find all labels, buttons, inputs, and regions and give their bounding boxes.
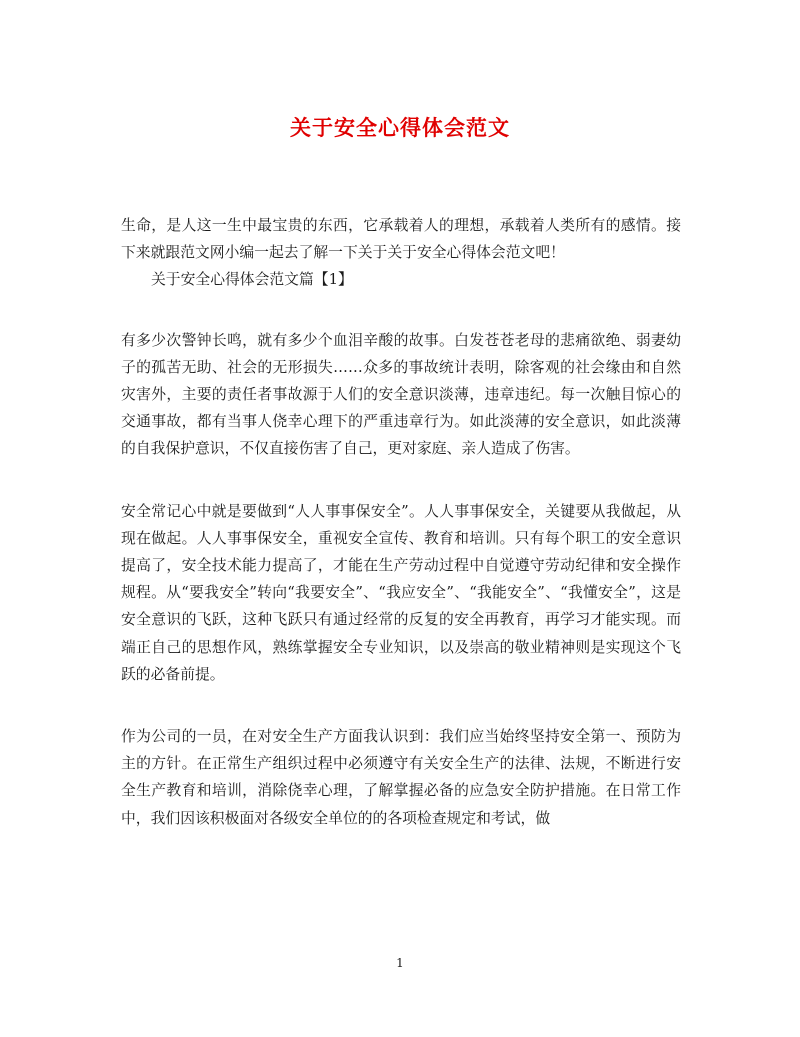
body-paragraph-3: 作为公司的一员，在对安全生产方面我认识到：我们应当始终坚持安全第一、预防为主的方针。在正常生产组织过程中必须遵守有关安全生产的法律、法规，不断进行安全生产教育和培训，消除侥幸心理，了解掌握必备的应急安全防护措施。在日常工作中，我们因该积极面对各级安全单位的的各项检查规定和考试，做 [121, 728, 681, 827]
body-paragraph-1: 有多少次警钟长鸣，就有多少个血泪辛酸的故事。白发苍苍老母的悲痛欲绝、弱妻幼子的孤苦无助、社会的无形损失……众多的事故统计表明，除客观的社会缘由和自然灾害外，主要的责任者事故源于人们的安全意识淡薄，违章违纪。每一次触目惊心的交通事故，都有当事人侥幸心理下的严重违章行为。如此淡薄的安全意识，如此淡薄的自我保护意识，不仅直接伤害了自己，更对家庭、亲人造成了伤害。 [121, 331, 681, 458]
page-title: 关于安全心得体会范文 [290, 115, 510, 140]
intro-paragraph: 生命，是人这一生中最宝贵的东西，它承载着人的理想，承载着人类所有的感情。接下来就跟范文网小编一起去了解一下关于关于安全心得体会范文吧！ [121, 217, 681, 262]
body-paragraph-2: 安全常记心中就是要做到“人人事事保安全”。人人事事保安全，关键要从我做起，从现在做起。人人事事保安全，重视安全宣传、教育和培训。只有每个职工的安全意识提高了，安全技术能力提高了，才能在生产劳动过程中自觉遵守劳动纪律和安全操作规程。从“要我安全”转向“我要安全”、“我应安全”、“我能安全”、“我懂安全”，这是安全意识的飞跃，这种飞跃只有通过经常的反复的安全再教育，再学习才能实现。而端正自己的思想作风，熟练掌握安全专业知识，以及崇高的敬业精神则是实现这个飞跃的必备前提。 [121, 502, 681, 683]
section-heading: 关于安全心得体会范文篇【1】 [151, 271, 353, 289]
page-number: 1 [396, 956, 404, 970]
document-body [121, 212, 681, 867]
